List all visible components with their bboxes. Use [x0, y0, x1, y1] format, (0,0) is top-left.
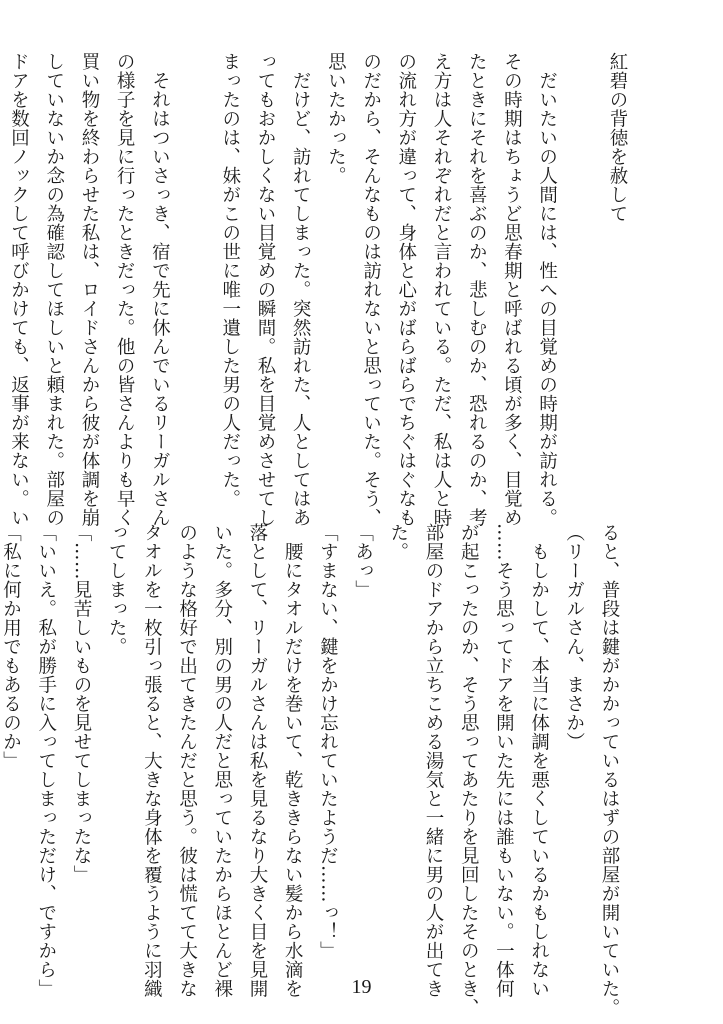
lower-text-line: 腰にタオルだけを巻いて、乾ききらない髪から水滴を	[282, 523, 304, 998]
lower-text-line: （リーガルさん、まさか）	[563, 523, 585, 751]
lower-text-line: 「すまない、鍵をかけ忘れていたようだ……っ！」	[317, 523, 339, 960]
lower-text-line: いた。多分、別の男の人だと思っていたからほとんど裸	[211, 523, 233, 998]
lower-text-line: 「……見苦しいものを見せてしまったな」	[70, 523, 92, 884]
upper-text-line	[177, 52, 212, 492]
upper-text-line: たときにそれを喜ぶのか、悲しむのか、恐れるのか、考	[466, 52, 488, 527]
chapter-title: 紅碧の背徳を赦して	[607, 52, 628, 223]
lower-text-line: 落として、リーガルさんは私を見るなり大きく目を見開	[246, 523, 268, 998]
upper-text-line: 思いたかった。	[325, 52, 347, 185]
lower-text-line: ると、普段は鍵がかかっているはずの部屋が開いていた。	[599, 523, 620, 1017]
lower-text-line: 「あっ」	[352, 523, 374, 599]
upper-text-line: のだから、そんなものは訪れないと思っていた。そう、	[360, 52, 382, 527]
upper-text-line: の流れ方が違って、身体と心がばらばらでちぐはぐなも	[395, 52, 417, 527]
upper-text-line: だいたいの人間には、性への目覚めの時期が訪れる。	[536, 52, 558, 527]
lower-text-line: 「いいえ。私が勝手に入ってしまっただけ、ですから」	[35, 523, 57, 998]
lower-text-line: 部屋のドアから立ちこめる湯気と一緒に男の人が出てき	[422, 523, 444, 998]
upper-text-block	[0, 52, 635, 527]
lower-text-line: もしかして、本当に体調を悪くしているかもしれない	[528, 523, 550, 998]
lower-text-line: のような格好で出てきたんだと思う。彼は慌てて大きな	[176, 523, 198, 998]
upper-text-line: それはついさっき、宿で先に休んでいるリーガルさん	[149, 52, 171, 527]
upper-text-line: まったのは、妹がこの世に唯一遺した男の人だった。	[219, 52, 241, 508]
upper-text-line: していないか念の為確認してほしいと頼まれた。部屋の	[43, 52, 65, 527]
upper-text-line: ドアを数回ノックして呼びかけても、返事が来ない。い	[8, 52, 30, 527]
upper-text-line	[565, 52, 600, 492]
lower-text-line: ……そう思ってドアを開いた先には誰もいない。一体何	[493, 523, 515, 998]
upper-text-line: その時期はちょうど思春期と呼ばれる頃が多く、目覚め	[501, 52, 523, 527]
upper-text-line: 買い物を終わらせた私は、ロイドさんから彼が体調を崩	[78, 52, 100, 527]
upper-text-line: ってもおかしくない目覚めの瞬間。私を目覚めさせてし	[254, 52, 276, 527]
page-number: 19	[351, 976, 372, 998]
lower-text-line: ってしまった。	[106, 523, 128, 656]
lower-text-line: た。	[387, 523, 409, 561]
lower-text-line: タオルを一枚引っ張ると、大きな身体を覆うように羽織	[141, 523, 163, 998]
lower-text-line: が起こったのか、そう思ってあたりを見回したそのとき、	[458, 523, 480, 1017]
lower-text-line: 「私に何か用でもあるのか」	[0, 523, 22, 770]
upper-text-line: だけど、訪れてしまった。突然訪れた、人としてはあ	[290, 52, 312, 527]
upper-text-line: え方は人それぞれだと言われている。ただ、私は人と時	[430, 52, 452, 527]
upper-text-line: の様子を見に行ったときだった。他の皆さんよりも早く	[114, 52, 136, 527]
